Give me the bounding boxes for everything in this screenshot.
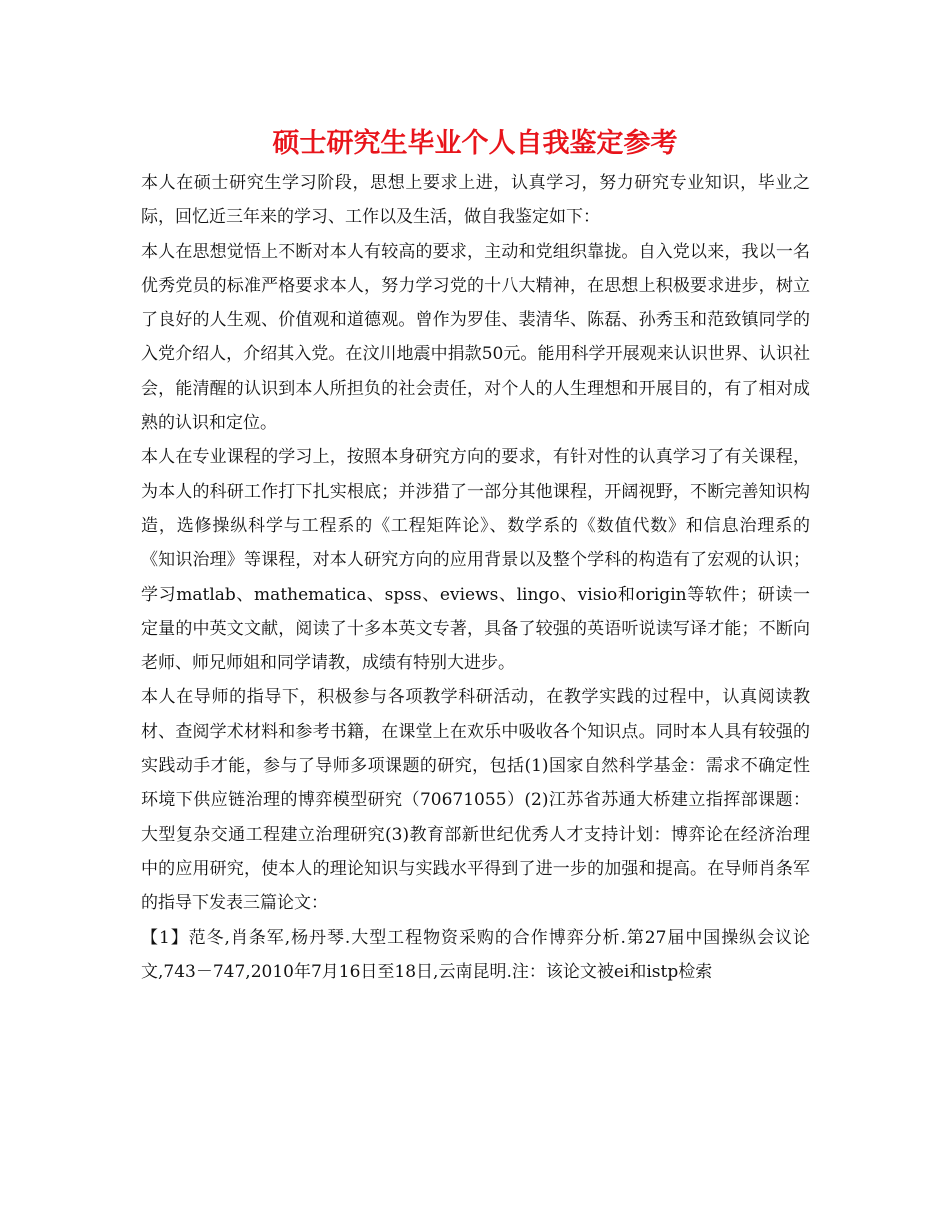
paragraph-ideology: 本人在思想觉悟上不断对本人有较高的要求，主动和党组织靠拢。自入党以来，我以一名优秀党员的标准严格要求本人，努力学习党的十八大精神，在思想上积极要求进步，树立了良好的人生观、价值观和道德观。曾作为罗佳、裴清华、陈磊、孙秀玉和范致镇同学的入党介绍人，介绍其入党。在汶川地震中捐款50元。能用科学开展观来认识世界、认识社会，能清醒的认识到本人所担负的社会责任，对个人的人生理想和开展目的，有了相对成熟的认识和定位。 [141,241,810,434]
paragraph-publication-1: 【1】范冬,肖条军,杨丹琴.大型工程物资采购的合作博弈分析.第27届中国操纵会议论文,743－747,2010年7月16日至18日,云南昆明.注：该论文被ei和istp检索 [141,927,810,982]
paragraph-intro: 本人在硕士研究生学习阶段，思想上要求上进，认真学习，努力研究专业知识，毕业之际，回忆近三年来的学习、工作以及生活，做自我鉴定如下： [141,173,810,228]
document-body [141,166,810,989]
paragraph-coursework: 本人在专业课程的学习上，按照本身研究方向的要求，有针对性的认真学习了有关课程，为本人的科研工作打下扎实根底；并涉猎了一部分其他课程，开阔视野，不断完善知识构造，选修操纵科学与工程系的《工程矩阵论》、数学系的《数值代数》和信息治理系的《知识治理》等课程，对本人研究方向的应用背景以及整个学科的构造有了宏观的认识；学习matlab、mathematica、spss、eviews、lingo、visio和origin等软件；研读一定量的中英文文献，阅读了十多本英文专著，具备了较强的英语听说读写译才能；不断向老师、师兄师姐和同学请教，成绩有特别大进步。 [141,447,810,674]
document-title: 硕士研究生毕业个人自我鉴定参考 [272,128,678,159]
paragraph-research: 本人在导师的指导下，积极参与各项教学科研活动，在教学实践的过程中，认真阅读教材、查阅学术材料和参考书籍，在课堂上在欢乐中吸收各个知识点。同时本人具有较强的实践动手才能，参与了导师多项课题的研究，包括(1)国家自然科学基金：需求不确定性环境下供应链治理的博弈模型研究（70671055）(2)江苏省苏通大桥建立指挥部课题：大型复杂交通工程建立治理研究(3)教育部新世纪优秀人才支持计划：博弈论在经济治理中的应用研究，使本人的理论知识与实践水平得到了进一步的加强和提高。在导师肖条军的指导下发表三篇论文： [141,687,810,914]
